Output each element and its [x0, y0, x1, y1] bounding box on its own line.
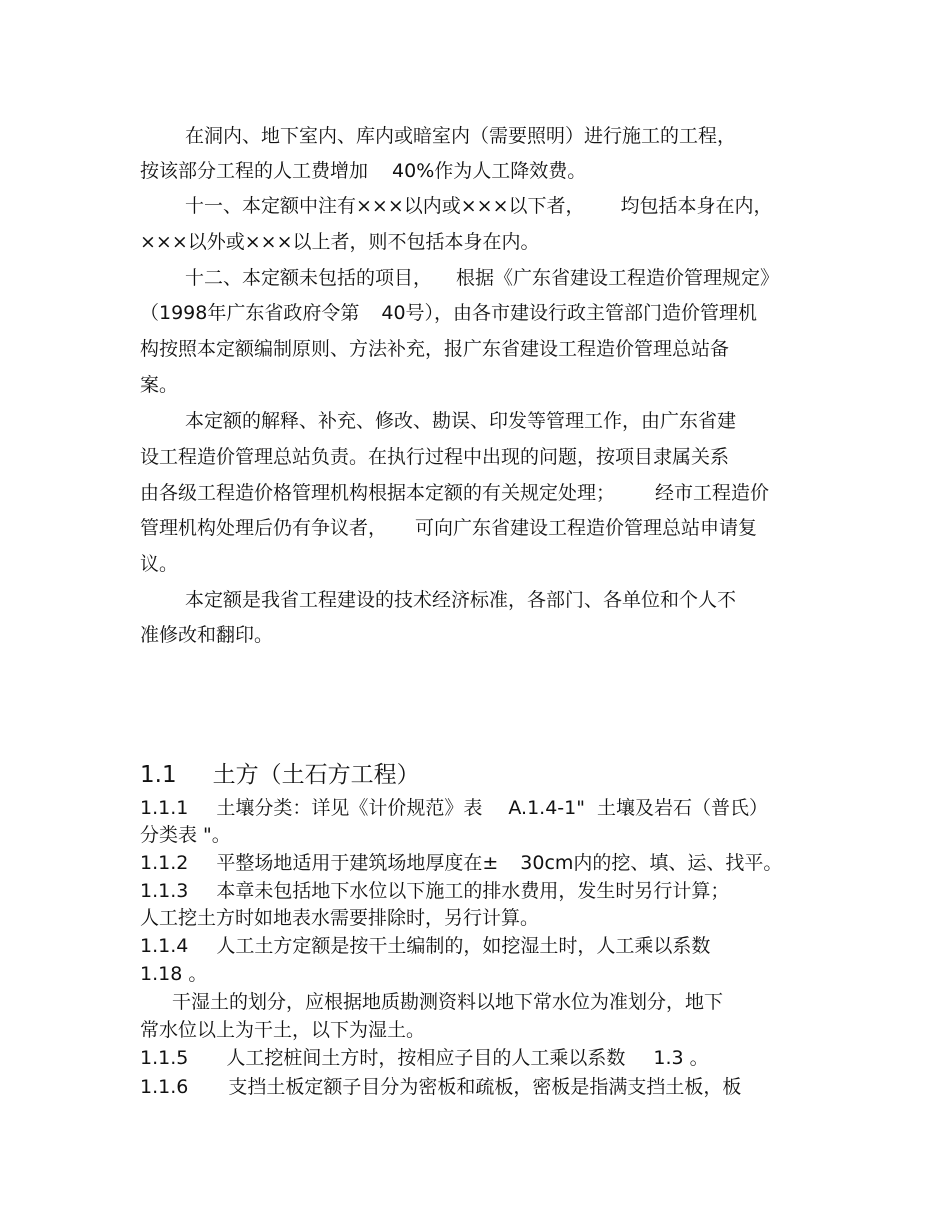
text-line: 构按照本定额编制原则、方法补充，报广东省建设工程造价管理总站备	[140, 338, 730, 360]
text-line: 按该部分工程的人工费增加 40%作为人工降效费。	[140, 160, 587, 182]
text-line: 十一、本定额中注有×××以内或×××以下者， 均包括本身在内，	[185, 195, 773, 217]
text-line: 案。	[140, 374, 179, 396]
text-line: 本定额是我省工程建设的技术经济标准，各部门、各单位和个人不	[185, 589, 737, 611]
list-item-continuation: 1.18 。	[140, 963, 208, 985]
text-line: 干湿土的划分，应根据地质勘测资料以地下常水位为准划分，地下	[172, 991, 724, 1013]
text-line: 管理机构处理后仍有争议者， 可向广东省建设工程造价管理总站申请复	[140, 517, 758, 539]
text-line: 设工程造价管理总站负责。在执行过程中出现的问题，按项目隶属关系	[140, 446, 730, 468]
list-item: 1.1.1 土壤分类：详见《计价规范》表 A.1.4-1" 土壤及岩石（普氏）	[140, 797, 768, 819]
list-item-continuation: 人工挖土方时如地表水需要排除时，另行计算。	[140, 907, 540, 929]
text-line: 常水位以上为干土，以下为湿土。	[140, 1019, 426, 1041]
text-line: ×××以外或×××以上者，则不包括本身在内。	[140, 231, 540, 253]
list-item: 1.1.6 支挡土板定额子目分为密板和疏板，密板是指满支挡土板，板	[140, 1076, 742, 1098]
text-line: 十二、本定额未包括的项目， 根据《广东省建设工程造价管理规定》	[185, 267, 780, 289]
text-line: 议。	[140, 553, 179, 575]
section-heading: 1.1 土方（土石方工程）	[140, 762, 420, 788]
list-item-continuation: 分类表 "。	[140, 824, 231, 846]
text-line: 由各级工程造价格管理机构根据本定额的有关规定处理； 经市工程造价	[140, 482, 770, 504]
text-line: （1998年广东省政府令第 40号），由各市建设行政主管部门造价管理机	[140, 302, 758, 324]
text-line: 在洞内、地下室内、库内或暗室内（需要照明）进行施工的工程，	[185, 125, 737, 147]
text-line: 本定额的解释、补充、修改、勘误、印发等管理工作，由广东省建	[185, 410, 737, 432]
list-item: 1.1.4 人工土方定额是按干土编制的，如挖湿土时，人工乘以系数	[140, 935, 711, 957]
list-item: 1.1.3 本章未包括地下水位以下施工的排水费用，发生时另行计算；	[140, 880, 730, 902]
text-line: 准修改和翻印。	[140, 624, 274, 646]
list-item: 1.1.2 平整场地适用于建筑场地厚度在± 30cm内的挖、填、运、找平。	[140, 852, 783, 874]
list-item: 1.1.5 人工挖桩间土方时，按相应子目的人工乘以系数 1.3 。	[140, 1047, 709, 1069]
